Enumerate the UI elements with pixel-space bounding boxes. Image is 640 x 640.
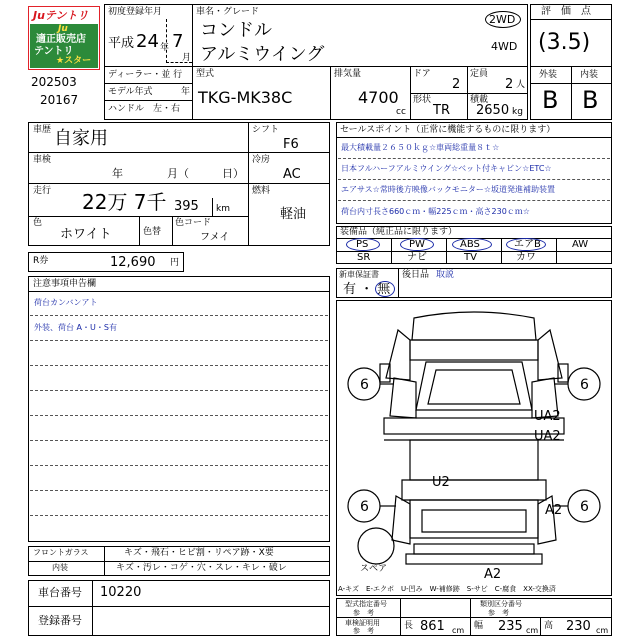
width-unit: cm (526, 626, 539, 635)
equip-navi: ナビ (407, 252, 427, 263)
equip-leather: カワ (516, 252, 536, 263)
car-name: コンドル (200, 20, 272, 41)
mark-a2-right: A2 (545, 503, 563, 518)
int-grade: B (582, 86, 599, 114)
recycle-label: R券 (33, 256, 49, 266)
shape-label: 形状 (413, 95, 432, 105)
model-year-suffix: 年 (181, 87, 191, 97)
displacement-value: 4700 (358, 88, 399, 107)
logo-tentori: テントリ (34, 46, 74, 57)
int-label: 内装 (580, 70, 599, 80)
logo-green-panel (30, 24, 98, 68)
inspection-label: 車検 (33, 155, 52, 165)
car-name-label: 車名・グレード (196, 7, 260, 17)
note-line-1: 荷台カンバンアト (34, 298, 98, 307)
warranty-none-circle (375, 281, 395, 297)
mark-fr-tire: 6 (580, 377, 589, 393)
year-suffix: 年 (160, 43, 170, 53)
first-reg-label: 初度登録年月 (108, 7, 163, 17)
cert-label: 車検証明用 (345, 619, 380, 627)
mileage-sub: 395 (174, 199, 199, 214)
equip-pw-circle (400, 238, 434, 251)
note-line-2: 外装、荷台 A・U・S有 (34, 323, 117, 332)
ac-value: AC (283, 167, 301, 182)
height-unit: cm (596, 626, 609, 635)
mileage-unit: km (216, 204, 230, 214)
month-suffix: 月 (182, 53, 192, 63)
mark-ua2-b: UA2 (534, 429, 561, 444)
shift-value: F6 (283, 137, 299, 152)
logo-ju: Ju (58, 24, 68, 34)
reg-dashed-box (166, 19, 192, 63)
selling-points-label: セールスポイント（正常に機能するものに限ります） (340, 125, 556, 135)
usage-label: 車歴 (33, 125, 52, 135)
model-spec-label: 型式指定番号 (345, 600, 387, 608)
recycle-unit: 円 (170, 258, 180, 268)
width-value: 235 (498, 619, 523, 634)
equip-abs: ABS (460, 239, 480, 250)
length-label: 長 (404, 621, 414, 631)
interior-label: 内装 (52, 563, 68, 572)
mileage-main: 22万 7千 (82, 190, 167, 214)
category-label: 類別区分番号 (480, 600, 522, 608)
logo-brand: Juテントリ (33, 9, 89, 22)
equip-abs-circle (452, 238, 492, 251)
score-value: (3.5) (538, 30, 591, 55)
displacement-label: 排気量 (334, 69, 362, 79)
interior-value: キズ・汚レ・コゲ・穴・スレ・キレ・破レ (116, 563, 287, 573)
load-value: 2650 (476, 103, 510, 118)
door-label: ドア (413, 69, 431, 79)
warranty-label: 新車保証書 (339, 270, 379, 279)
length-value: 861 (420, 619, 445, 634)
mark-ua2-a: UA2 (534, 409, 561, 424)
ext-grade: B (542, 86, 559, 114)
color-change-label: 色替 (143, 227, 162, 237)
after-item-label: 後日品 (402, 270, 430, 280)
model-year-label: モデル年式 (108, 87, 153, 97)
shape-value: TR (433, 103, 450, 118)
front-glass-label: フロントガラス (33, 548, 89, 557)
color-value: ホワイト (60, 227, 112, 242)
drive-2wd: 2WD (489, 13, 516, 26)
category-ref: 参 考 (488, 609, 509, 617)
equip-airbag: エアB (514, 239, 541, 250)
selling-line-3: エアサス☆常時後方映像バックモニター☆坂道発進補助装置 (341, 185, 556, 194)
equip-tv: TV (464, 252, 477, 263)
logo-star: ★スター (56, 56, 92, 66)
lot-code: 202503 (31, 75, 77, 89)
load-unit: kg (512, 107, 523, 117)
score-label: 評 価 点 (541, 6, 591, 17)
type-value: TKG-MK38C (198, 88, 293, 107)
grade: アルミウイング (200, 44, 325, 65)
truck-diagram (336, 300, 612, 596)
shift-label: シフト (252, 125, 280, 135)
registration-label: 登録番号 (38, 614, 82, 627)
front-glass-value: キズ・飛石・ヒビ割・リペア跡・X要 (124, 548, 274, 558)
selling-line-2: 日本フルハーフアルミウイング☆ベット付キャビン☆ETC☆ (341, 164, 552, 173)
equipment-label: 装備品（純正品に限ります） (340, 227, 458, 237)
warranty-value: 有 ・ 無 (343, 282, 391, 297)
door-value: 2 (452, 77, 461, 92)
capacity-value: 2 (505, 77, 514, 92)
ext-label: 外装 (539, 70, 558, 80)
ac-label: 冷房 (252, 155, 271, 165)
logo-store: 適正販売店 (36, 34, 86, 45)
mark-rr-tire: 6 (580, 499, 589, 515)
color-code-value: フメイ (200, 232, 230, 243)
model-spec-ref: 参 考 (353, 609, 374, 617)
mark-u2: U2 (432, 475, 450, 490)
inspection-value: 年 月（ 日） (112, 167, 244, 180)
capacity-unit: 人 (516, 80, 526, 90)
capacity-label: 定員 (470, 69, 489, 79)
notes-label: 注意事項申告欄 (33, 279, 97, 289)
equip-pw: PW (409, 239, 425, 250)
height-value: 230 (566, 619, 591, 634)
cert-ref: 参 考 (353, 627, 374, 635)
recycle-value: 12,690 (110, 255, 156, 270)
first-reg-year: 24 (136, 31, 159, 52)
selling-line-4: 荷台内寸長さ660ｃｍ・幅225ｃｍ・高さ230ｃｍ☆ (341, 207, 530, 216)
dealer-label: ディーラー・並 行 (108, 70, 183, 80)
equip-ps: PS (356, 239, 369, 250)
load-label: 積載 (470, 95, 489, 105)
mark-a2-bottom: A2 (484, 567, 502, 582)
color-label: 色 (33, 218, 43, 228)
color-code-label: 色コード (175, 218, 212, 228)
recycle-box (28, 252, 184, 272)
first-reg-month: 7 (172, 31, 184, 52)
damage-legend: A-キズ E-エクボ U-凹み W-補修跡 S-サビ C-腐食 XX-交換済 (338, 585, 556, 593)
chassis-value: 10220 (100, 585, 142, 600)
selling-line-1: 最大積載量２６５０ｋｇ☆車両総重量８ｔ☆ (341, 143, 500, 152)
auction-logo (28, 6, 100, 70)
lot-number: 20167 (40, 93, 79, 107)
fuel-label: 燃料 (252, 186, 271, 196)
after-item-value: 取説 (436, 270, 455, 280)
mark-fl-tire: 6 (360, 377, 369, 393)
spare-label: スペア (360, 564, 388, 574)
era: 平成 (108, 36, 135, 51)
displacement-unit: cc (396, 107, 406, 117)
equip-ps-circle (346, 238, 380, 251)
type-label: 型式 (196, 69, 215, 79)
height-label: 高 (544, 621, 554, 631)
equip-sr: SR (357, 252, 371, 263)
mileage-label: 走行 (33, 186, 52, 196)
drive-4wd: 4WD (491, 40, 518, 53)
fuel-value: 軽油 (280, 207, 307, 222)
chassis-label: 車台番号 (38, 586, 82, 599)
equip-airbag-circle (506, 238, 546, 251)
usage-value: 自家用 (54, 128, 108, 149)
equip-aw: AW (572, 239, 589, 250)
mark-rl-tire: 6 (360, 499, 369, 515)
width-label: 幅 (474, 621, 484, 631)
handle-label: ハンドル 左・右 (108, 104, 181, 114)
length-unit: cm (452, 626, 465, 635)
